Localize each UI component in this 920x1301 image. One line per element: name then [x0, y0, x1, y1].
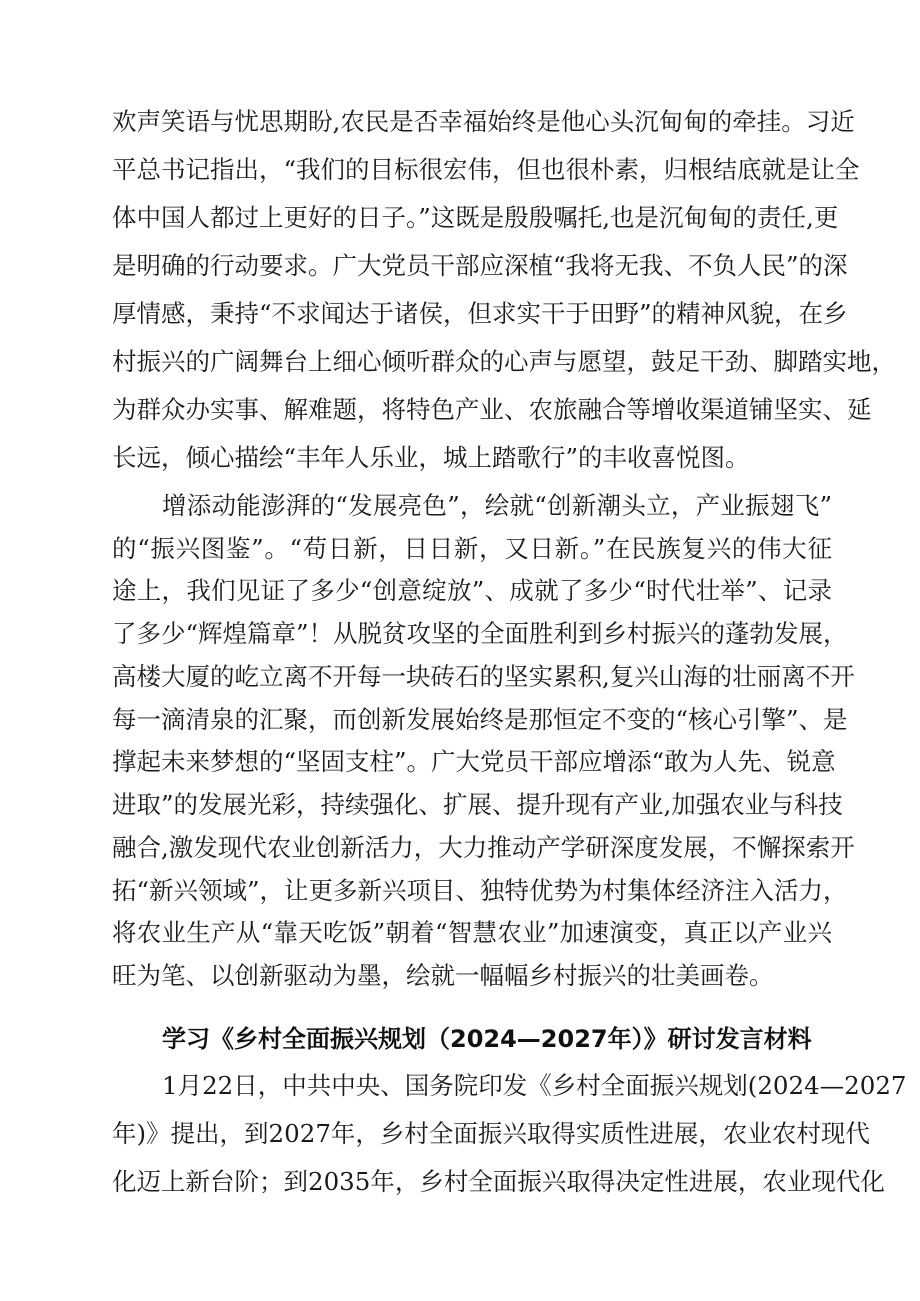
paragraph-1-line-3: 体中国人都过上更好的日子。”这既是殷殷嘱托,也是沉甸甸的责任,更 — [112, 203, 839, 232]
paragraph-3-line-2: 年)》提出，到2027年，乡村全面振兴取得实质性进展，农业农村现代 — [112, 1119, 870, 1148]
paragraph-2-line-2: 的“振兴图鉴”。“苟日新，日日新，又日新。”在民族复兴的伟大征 — [112, 534, 832, 563]
paragraph-1-line-6: 村振兴的广阔舞台上细心倾听群众的心声与愿望，鼓足干劲、脚踏实地， — [112, 347, 896, 376]
paragraph-2-line-4: 了多少“辉煌篇章”！从脱贫攻坚的全面胜利到乡村振兴的蓬勃发展， — [112, 619, 848, 648]
section-heading: 学习《乡村全面振兴规划（2024—2027年）》研讨发言材料 — [162, 1025, 812, 1053]
paragraph-2-line-7: 撑起未来梦想的“坚固支柱”。广大党员干部应增添“敢为人先、锐意 — [112, 747, 836, 776]
paragraph-2-line-10: 拓“新兴领域”，让更多新兴项目、独特优势为村集体经济注入活力， — [112, 876, 848, 905]
paragraph-2-line-11: 将农业生产从“靠天吃饭”朝着“智慧农业”加速演变，真正以产业兴 — [112, 918, 832, 947]
paragraph-1-line-1: 欢声笑语与忧思期盼,农民是否幸福始终是他心头沉甸甸的牵挂。习近 — [112, 107, 855, 136]
paragraph-2-line-6: 每一滴清泉的汇聚，而创新发展始终是那恒定不变的“核心引擎”、是 — [112, 705, 848, 734]
paragraph-3-line-3: 化迈上新台阶；到2035年，乡村全面振兴取得决定性进展，农业现代化 — [112, 1167, 885, 1196]
paragraph-2-line-1: 增添动能澎湃的“发展亮色”，绘就“创新潮头立，产业振翅飞” — [162, 491, 832, 520]
paragraph-1-line-4: 是明确的行动要求。广大党员干部应深植“我将无我、不负人民”的深 — [112, 251, 848, 280]
paragraph-1-line-5: 厚情感，秉持“不求闻达于诸侯，但求实干于田野”的精神风貌，在乡 — [112, 299, 848, 328]
paragraph-3-line-1: 1月22日，中共中央、国务院印发《乡村全面振兴规划(2024—2027 — [162, 1071, 907, 1100]
paragraph-2-line-8: 进取”的发展光彩，持续强化、扩展、提升现有产业,加强农业与科技 — [112, 790, 843, 819]
paragraph-2-line-3: 途上，我们见证了多少“创意绽放”、成就了多少“时代壮举”、记录 — [112, 576, 832, 605]
paragraph-2-line-12: 旺为笔、以创新驱动为墨，绘就一幅幅乡村振兴的壮美画卷。 — [112, 961, 774, 990]
paragraph-1-line-2: 平总书记指出，“我们的目标很宏伟，但也很朴素，归根结底就是让全 — [112, 155, 860, 184]
paragraph-2-line-9: 融合,激发现代农业创新活力，大力推动产学研深度发展，不懈探索开 — [112, 833, 855, 862]
paragraph-2-line-5: 高楼大厦的屹立离不开每一块砖石的坚实累积,复兴山海的壮丽离不开 — [112, 662, 855, 691]
paragraph-1-line-8: 长远，倾心描绘“丰年人乐业，城上踏歌行”的丰收喜悦图。 — [112, 443, 750, 472]
paragraph-1-line-7: 为群众办实事、解难题，将特色产业、农旅融合等增收渠道铺坚实、延 — [112, 395, 872, 424]
